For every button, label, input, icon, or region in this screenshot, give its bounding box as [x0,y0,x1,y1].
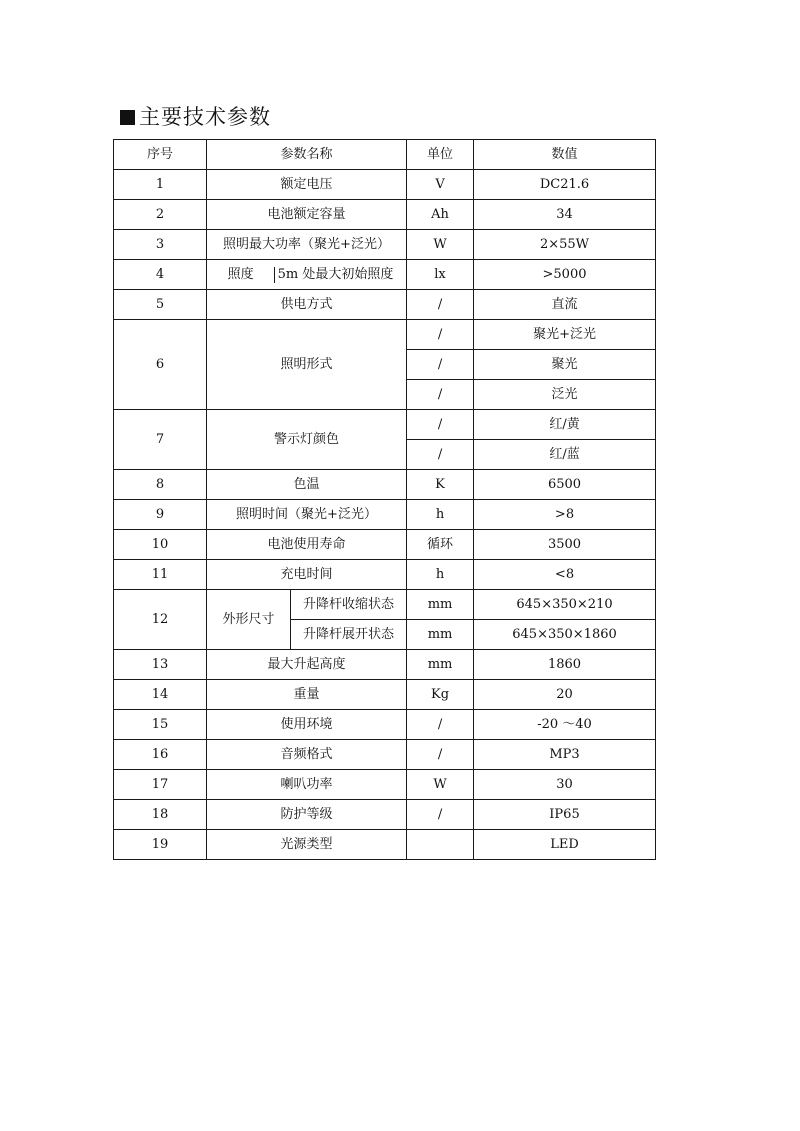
header-no: 序号 [114,140,207,170]
row-value: 1860 [474,650,656,680]
row-sub-label: 升降杆展开状态 [291,620,407,650]
row-no: 14 [114,680,207,710]
row-name: 照明形式 [207,320,407,410]
row-name: 照明最大功率（聚光+泛光） [207,230,407,260]
table-row [114,740,656,770]
row-no: 3 [114,230,207,260]
row-unit: mm [407,620,474,650]
row-unit: / [407,800,474,830]
row-no: 17 [114,770,207,800]
row-unit: / [407,380,474,410]
row-value: 3500 [474,530,656,560]
row-unit: 循环 [407,530,474,560]
row-unit: mm [407,590,474,620]
row-no: 6 [114,320,207,410]
row-name: 最大升起高度 [207,650,407,680]
table-row [114,170,656,200]
row-no: 5 [114,290,207,320]
row-name: 重量 [207,680,407,710]
row-no: 18 [114,800,207,830]
header-value: 数值 [474,140,656,170]
row-unit: mm [407,650,474,680]
table-row [114,560,656,590]
row-unit: Kg [407,680,474,710]
row-unit: / [407,710,474,740]
row-value: -20 ～40 [474,710,656,740]
row-unit: / [407,410,474,440]
row-no: 12 [114,590,207,650]
table-row [114,710,656,740]
row-unit: / [407,740,474,770]
row-name: 外形尺寸 [207,590,291,650]
table-row [114,770,656,800]
table-header-row [114,140,656,170]
row-value: <8 [474,560,656,590]
row-name-desc: 5m 处最大初始照度 [274,267,394,283]
row-unit: V [407,170,474,200]
row-value: 泛光 [474,380,656,410]
row-unit: Ah [407,200,474,230]
row-unit: K [407,470,474,500]
row-no: 13 [114,650,207,680]
row-no: 15 [114,710,207,740]
row-unit: W [407,770,474,800]
row-no: 1 [114,170,207,200]
row-name: 照明时间（聚光+泛光） [207,500,407,530]
table-row [114,680,656,710]
section-title: 主要技术参数 [139,105,271,129]
table-row [114,530,656,560]
row-value: 30 [474,770,656,800]
row-name: 电池使用寿命 [207,530,407,560]
row-value: >5000 [474,260,656,290]
table-row [114,260,656,290]
header-name: 参数名称 [207,140,407,170]
row-unit: h [407,500,474,530]
table-row [114,650,656,680]
row-value: 645×350×210 [474,590,656,620]
row-unit: W [407,230,474,260]
row-name: 色温 [207,470,407,500]
row-unit: / [407,440,474,470]
table-row [114,290,656,320]
row-name: 额定电压 [207,170,407,200]
table-row [114,410,656,440]
row-unit: h [407,560,474,590]
table-row [114,830,656,860]
row-no: 4 [114,260,207,290]
row-sub-label: 升降杆收缩状态 [291,590,407,620]
row-value: 聚光+泛光 [474,320,656,350]
row-name-label: 照度 [227,266,254,282]
table-row [114,470,656,500]
row-unit: / [407,290,474,320]
row-value: 直流 [474,290,656,320]
row-value: MP3 [474,740,656,770]
black-square-icon [120,110,135,125]
row-no: 10 [114,530,207,560]
row-no: 2 [114,200,207,230]
row-value: 2×55W [474,230,656,260]
row-no: 19 [114,830,207,860]
table-row [114,320,656,350]
row-no: 16 [114,740,207,770]
row-name: 喇叭功率 [207,770,407,800]
row-name: 充电时间 [207,560,407,590]
row-unit: / [407,320,474,350]
row-value: 20 [474,680,656,710]
row-name: 防护等级 [207,800,407,830]
table-row [114,590,656,620]
row-value: DC21.6 [474,170,656,200]
section-heading [120,102,271,132]
row-name: 光源类型 [207,830,407,860]
row-name: 使用环境 [207,710,407,740]
row-name: 音频格式 [207,740,407,770]
row-value: 红/蓝 [474,440,656,470]
spec-table [113,139,656,860]
row-name: 警示灯颜色 [207,410,407,470]
table-row [114,500,656,530]
row-no: 7 [114,410,207,470]
row-value: IP65 [474,800,656,830]
row-unit [407,830,474,860]
table-row [114,800,656,830]
row-no: 9 [114,500,207,530]
row-value: LED [474,830,656,860]
row-unit: / [407,350,474,380]
row-name [207,260,407,290]
row-unit: lx [407,260,474,290]
row-value: 红/黄 [474,410,656,440]
row-value: 聚光 [474,350,656,380]
row-name: 供电方式 [207,290,407,320]
table-row [114,200,656,230]
row-name: 电池额定容量 [207,200,407,230]
row-value: >8 [474,500,656,530]
row-value: 6500 [474,470,656,500]
row-value: 34 [474,200,656,230]
header-unit: 单位 [407,140,474,170]
row-no: 8 [114,470,207,500]
row-value: 645×350×1860 [474,620,656,650]
row-no: 11 [114,560,207,590]
table-row [114,230,656,260]
